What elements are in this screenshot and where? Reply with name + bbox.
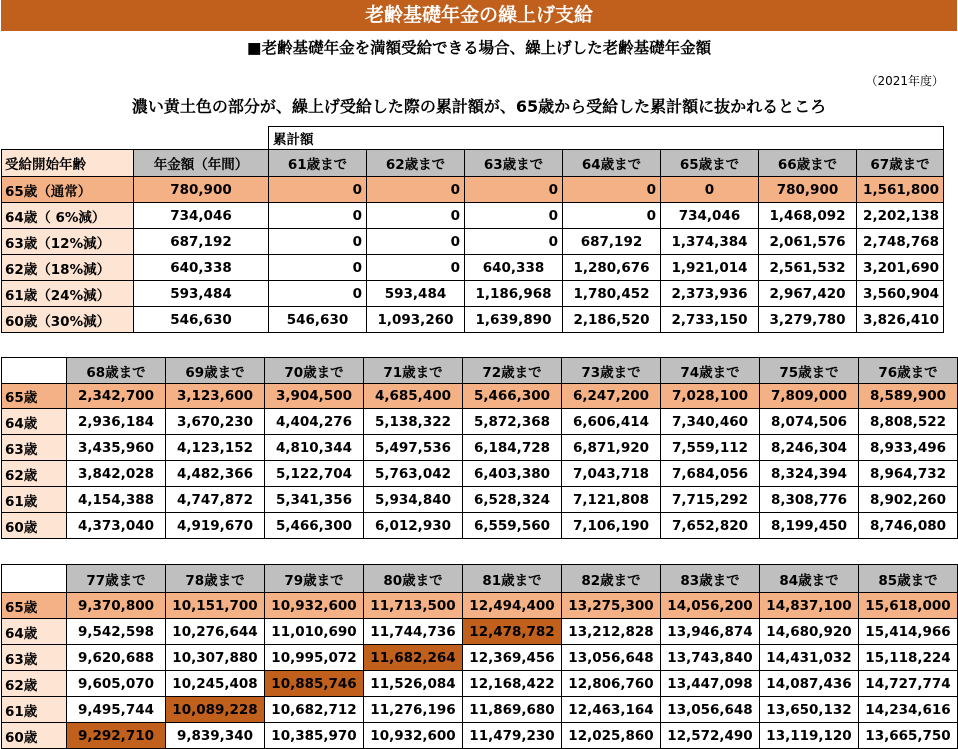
col-header: 75歳まで — [760, 358, 859, 384]
value-cell: 6,184,728 — [463, 435, 562, 461]
row-label: 64歳 — [2, 409, 67, 435]
fiscal-year-note: （2021年度） — [865, 74, 944, 88]
value-cell: 0 — [367, 229, 465, 255]
value-cell: 4,482,366 — [166, 461, 265, 487]
value-cell: 1,374,384 — [661, 229, 759, 255]
value-cell: 0 — [465, 203, 563, 229]
annual-amount: 734,046 — [134, 203, 269, 229]
value-cell: 7,121,808 — [562, 487, 661, 513]
row-label: 63歳 — [2, 645, 67, 671]
col-header: 63歳まで — [465, 150, 563, 177]
value-cell: 12,025,860 — [562, 723, 661, 749]
value-cell: 15,118,224 — [859, 645, 958, 671]
value-cell: 0 — [269, 255, 367, 281]
value-cell: 11,276,196 — [364, 697, 463, 723]
value-cell: 8,746,080 — [859, 513, 958, 539]
value-cell: 8,589,900 — [859, 384, 958, 409]
value-cell: 1,093,260 — [367, 307, 465, 333]
col-header: 74歳まで — [661, 358, 760, 384]
value-cell: 10,276,644 — [166, 619, 265, 645]
table-row — [2, 203, 944, 229]
table-row — [2, 435, 958, 461]
value-cell: 12,369,456 — [463, 645, 562, 671]
value-cell: 4,685,400 — [364, 384, 463, 409]
value-cell: 5,872,368 — [463, 409, 562, 435]
value-cell: 2,967,420 — [759, 281, 857, 307]
value-cell: 12,463,164 — [562, 697, 661, 723]
value-cell: 7,340,460 — [661, 409, 760, 435]
col-header: 70歳まで — [265, 358, 364, 384]
col-header: 73歳まで — [562, 358, 661, 384]
value-cell: 14,727,774 — [859, 671, 958, 697]
row-label: 65歳 — [2, 384, 67, 409]
value-cell: 4,747,872 — [166, 487, 265, 513]
col-header: 80歳まで — [364, 565, 463, 593]
value-cell: 4,123,152 — [166, 435, 265, 461]
value-cell: 8,933,496 — [859, 435, 958, 461]
value-cell: 6,403,380 — [463, 461, 562, 487]
value-cell: 10,245,408 — [166, 671, 265, 697]
value-cell: 2,342,700 — [67, 384, 166, 409]
col-header: 78歳まで — [166, 565, 265, 593]
value-cell: 7,106,190 — [562, 513, 661, 539]
value-cell: 0 — [367, 255, 465, 281]
value-cell: 9,839,340 — [166, 723, 265, 749]
value-cell: 1,780,452 — [563, 281, 661, 307]
row-label: 62歳 — [2, 461, 67, 487]
col-header: 72歳まで — [463, 358, 562, 384]
value-cell: 2,061,576 — [759, 229, 857, 255]
value-cell: 4,154,388 — [67, 487, 166, 513]
annual-amount-header: 年金額（年間） — [134, 150, 269, 177]
cumulative-label: 累計額 — [269, 127, 944, 150]
value-cell: 0 — [269, 203, 367, 229]
table-subtitle: ■老齢基礎年金を満額受給できる場合、繰上げした老齢基礎年金額 — [246, 39, 712, 57]
value-cell: 0 — [465, 177, 563, 203]
value-cell: 7,652,820 — [661, 513, 760, 539]
value-cell: 0 — [269, 229, 367, 255]
table-row — [2, 723, 958, 749]
breakeven-cell: 9,292,710 — [67, 723, 166, 749]
value-cell: 12,494,400 — [463, 593, 562, 619]
value-cell: 3,842,028 — [67, 461, 166, 487]
value-cell: 9,495,744 — [67, 697, 166, 723]
value-cell: 2,733,150 — [661, 307, 759, 333]
value-cell: 5,934,840 — [364, 487, 463, 513]
value-cell: 0 — [661, 177, 759, 203]
value-cell: 1,280,676 — [563, 255, 661, 281]
value-cell: 14,234,616 — [859, 697, 958, 723]
value-cell: 5,497,536 — [364, 435, 463, 461]
value-cell: 11,010,690 — [265, 619, 364, 645]
cumulative-table-68-76 — [1, 357, 958, 539]
table-row — [2, 281, 944, 307]
value-cell: 13,946,874 — [661, 619, 760, 645]
corner-cell — [2, 358, 67, 384]
value-cell: 12,572,490 — [661, 723, 760, 749]
blank-cell — [2, 127, 134, 150]
value-cell: 3,201,690 — [857, 255, 944, 281]
value-cell: 12,806,760 — [562, 671, 661, 697]
table-row — [2, 487, 958, 513]
value-cell: 1,468,092 — [759, 203, 857, 229]
row-label: 62歳（18%減） — [2, 255, 134, 281]
value-cell: 5,763,042 — [364, 461, 463, 487]
value-cell: 8,246,304 — [760, 435, 859, 461]
value-cell: 6,559,560 — [463, 513, 562, 539]
value-cell: 10,385,970 — [265, 723, 364, 749]
value-cell: 5,466,300 — [265, 513, 364, 539]
table-row — [2, 409, 958, 435]
value-cell: 10,995,072 — [265, 645, 364, 671]
value-cell: 0 — [269, 281, 367, 307]
col-header: 82歳まで — [562, 565, 661, 593]
value-cell: 687,192 — [563, 229, 661, 255]
row-label: 60歳 — [2, 723, 67, 749]
value-cell: 13,056,648 — [562, 645, 661, 671]
value-cell: 8,074,506 — [760, 409, 859, 435]
value-cell: 4,404,276 — [265, 409, 364, 435]
annual-amount: 593,484 — [134, 281, 269, 307]
value-cell: 2,936,184 — [67, 409, 166, 435]
value-cell: 780,900 — [759, 177, 857, 203]
value-cell: 6,012,930 — [364, 513, 463, 539]
breakeven-cell: 12,478,782 — [463, 619, 562, 645]
annual-amount: 780,900 — [134, 177, 269, 203]
value-cell: 3,826,410 — [857, 307, 944, 333]
value-cell: 4,810,344 — [265, 435, 364, 461]
col-header: 64歳まで — [563, 150, 661, 177]
value-cell: 10,307,880 — [166, 645, 265, 671]
row-label: 62歳 — [2, 671, 67, 697]
blank-cell — [134, 127, 269, 150]
row-label: 65歳 — [2, 593, 67, 619]
value-cell: 10,682,712 — [265, 697, 364, 723]
table-row — [2, 619, 958, 645]
value-cell: 13,212,828 — [562, 619, 661, 645]
value-cell: 10,151,700 — [166, 593, 265, 619]
value-cell: 12,168,422 — [463, 671, 562, 697]
value-cell: 7,715,292 — [661, 487, 760, 513]
breakeven-cell: 11,682,264 — [364, 645, 463, 671]
row-label: 65歳（通常） — [2, 177, 134, 203]
value-cell: 7,684,056 — [661, 461, 760, 487]
table-row — [2, 671, 958, 697]
value-cell: 14,680,920 — [760, 619, 859, 645]
value-cell: 640,338 — [465, 255, 563, 281]
row-label: 63歳 — [2, 435, 67, 461]
value-cell: 593,484 — [367, 281, 465, 307]
value-cell: 8,324,394 — [760, 461, 859, 487]
value-cell: 1,921,014 — [661, 255, 759, 281]
value-cell: 1,561,800 — [857, 177, 944, 203]
table-row — [2, 697, 958, 723]
value-cell: 11,869,680 — [463, 697, 562, 723]
value-cell: 5,466,300 — [463, 384, 562, 409]
page-title: 老齢基礎年金の繰上げ支給 — [1, 0, 957, 31]
value-cell: 6,247,200 — [562, 384, 661, 409]
value-cell: 15,414,966 — [859, 619, 958, 645]
col-header: 71歳まで — [364, 358, 463, 384]
value-cell: 3,904,500 — [265, 384, 364, 409]
row-label: 64歳 — [2, 619, 67, 645]
value-cell: 8,964,732 — [859, 461, 958, 487]
value-cell: 0 — [563, 177, 661, 203]
value-cell: 10,932,600 — [364, 723, 463, 749]
value-cell: 10,932,600 — [265, 593, 364, 619]
value-cell: 0 — [465, 229, 563, 255]
row-label: 61歳 — [2, 697, 67, 723]
value-cell: 14,056,200 — [661, 593, 760, 619]
col-header: 81歳まで — [463, 565, 562, 593]
value-cell: 11,526,084 — [364, 671, 463, 697]
value-cell: 7,559,112 — [661, 435, 760, 461]
value-cell: 9,370,800 — [67, 593, 166, 619]
table-row — [2, 461, 958, 487]
annual-amount: 546,630 — [134, 307, 269, 333]
col-header: 66歳まで — [759, 150, 857, 177]
value-cell: 9,605,070 — [67, 671, 166, 697]
col-header: 85歳まで — [859, 565, 958, 593]
value-cell: 2,561,532 — [759, 255, 857, 281]
value-cell: 2,202,138 — [857, 203, 944, 229]
col-header: 67歳まで — [857, 150, 944, 177]
breakeven-cell: 10,885,746 — [265, 671, 364, 697]
col-header: 61歳まで — [269, 150, 367, 177]
value-cell: 0 — [367, 177, 465, 203]
value-cell: 13,743,840 — [661, 645, 760, 671]
value-cell: 9,620,688 — [67, 645, 166, 671]
value-cell: 8,199,450 — [760, 513, 859, 539]
value-cell: 14,087,436 — [760, 671, 859, 697]
col-header: 76歳まで — [859, 358, 958, 384]
value-cell: 6,871,920 — [562, 435, 661, 461]
col-header: 84歳まで — [760, 565, 859, 593]
value-cell: 1,186,968 — [465, 281, 563, 307]
value-cell: 15,618,000 — [859, 593, 958, 619]
value-cell: 734,046 — [661, 203, 759, 229]
value-cell: 11,479,230 — [463, 723, 562, 749]
value-cell: 14,431,032 — [760, 645, 859, 671]
value-cell: 11,713,500 — [364, 593, 463, 619]
value-cell: 5,138,322 — [364, 409, 463, 435]
breakeven-cell: 10,089,228 — [166, 697, 265, 723]
value-cell: 4,919,670 — [166, 513, 265, 539]
value-cell: 13,650,132 — [760, 697, 859, 723]
value-cell: 13,056,648 — [661, 697, 760, 723]
value-cell: 8,808,522 — [859, 409, 958, 435]
value-cell: 7,809,000 — [760, 384, 859, 409]
col-header: 62歳まで — [367, 150, 465, 177]
value-cell: 3,279,780 — [759, 307, 857, 333]
start-age-header: 受給開始年齢 — [2, 150, 134, 177]
value-cell: 2,748,768 — [857, 229, 944, 255]
cumulative-table-77-85 — [1, 564, 958, 749]
row-label: 64歳（ 6%減） — [2, 203, 134, 229]
value-cell: 3,123,600 — [166, 384, 265, 409]
col-header: 77歳まで — [67, 565, 166, 593]
table-row — [2, 255, 944, 281]
value-cell: 8,308,776 — [760, 487, 859, 513]
row-label: 61歳 — [2, 487, 67, 513]
value-cell: 6,528,324 — [463, 487, 562, 513]
value-cell: 9,542,598 — [67, 619, 166, 645]
value-cell: 7,028,100 — [661, 384, 760, 409]
value-cell: 0 — [269, 177, 367, 203]
value-cell: 6,606,414 — [562, 409, 661, 435]
row-label: 61歳（24%減） — [2, 281, 134, 307]
value-cell: 0 — [563, 203, 661, 229]
col-header: 65歳まで — [661, 150, 759, 177]
row-label: 60歳 — [2, 513, 67, 539]
value-cell: 2,373,936 — [661, 281, 759, 307]
value-cell: 0 — [367, 203, 465, 229]
value-cell: 13,665,750 — [859, 723, 958, 749]
value-cell: 5,122,704 — [265, 461, 364, 487]
table-row — [2, 177, 944, 203]
value-cell: 13,119,120 — [760, 723, 859, 749]
col-header: 68歳まで — [67, 358, 166, 384]
value-cell: 7,043,718 — [562, 461, 661, 487]
value-cell: 11,744,736 — [364, 619, 463, 645]
corner-cell — [2, 565, 67, 593]
table-row — [2, 307, 944, 333]
value-cell: 3,670,230 — [166, 409, 265, 435]
value-cell: 14,837,100 — [760, 593, 859, 619]
col-header: 83歳まで — [661, 565, 760, 593]
value-cell: 1,639,890 — [465, 307, 563, 333]
table-row — [2, 229, 944, 255]
legend-note: 濃い黄土色の部分が、繰上げ受給した際の累計額が、65歳から受給した累計額に抜かれるところ — [131, 97, 827, 116]
table-row — [2, 513, 958, 539]
row-label: 63歳（12%減） — [2, 229, 134, 255]
table-row — [2, 593, 958, 619]
value-cell: 5,341,356 — [265, 487, 364, 513]
row-label: 60歳（30%減） — [2, 307, 134, 333]
annual-amount: 687,192 — [134, 229, 269, 255]
value-cell: 13,447,098 — [661, 671, 760, 697]
value-cell: 4,373,040 — [67, 513, 166, 539]
table-row — [2, 384, 958, 409]
value-cell: 2,186,520 — [563, 307, 661, 333]
value-cell: 3,435,960 — [67, 435, 166, 461]
annual-amount: 640,338 — [134, 255, 269, 281]
value-cell: 546,630 — [269, 307, 367, 333]
cumulative-table-61-67 — [1, 126, 944, 333]
col-header: 79歳まで — [265, 565, 364, 593]
value-cell: 13,275,300 — [562, 593, 661, 619]
table-row — [2, 645, 958, 671]
value-cell: 3,560,904 — [857, 281, 944, 307]
value-cell: 8,902,260 — [859, 487, 958, 513]
col-header: 69歳まで — [166, 358, 265, 384]
